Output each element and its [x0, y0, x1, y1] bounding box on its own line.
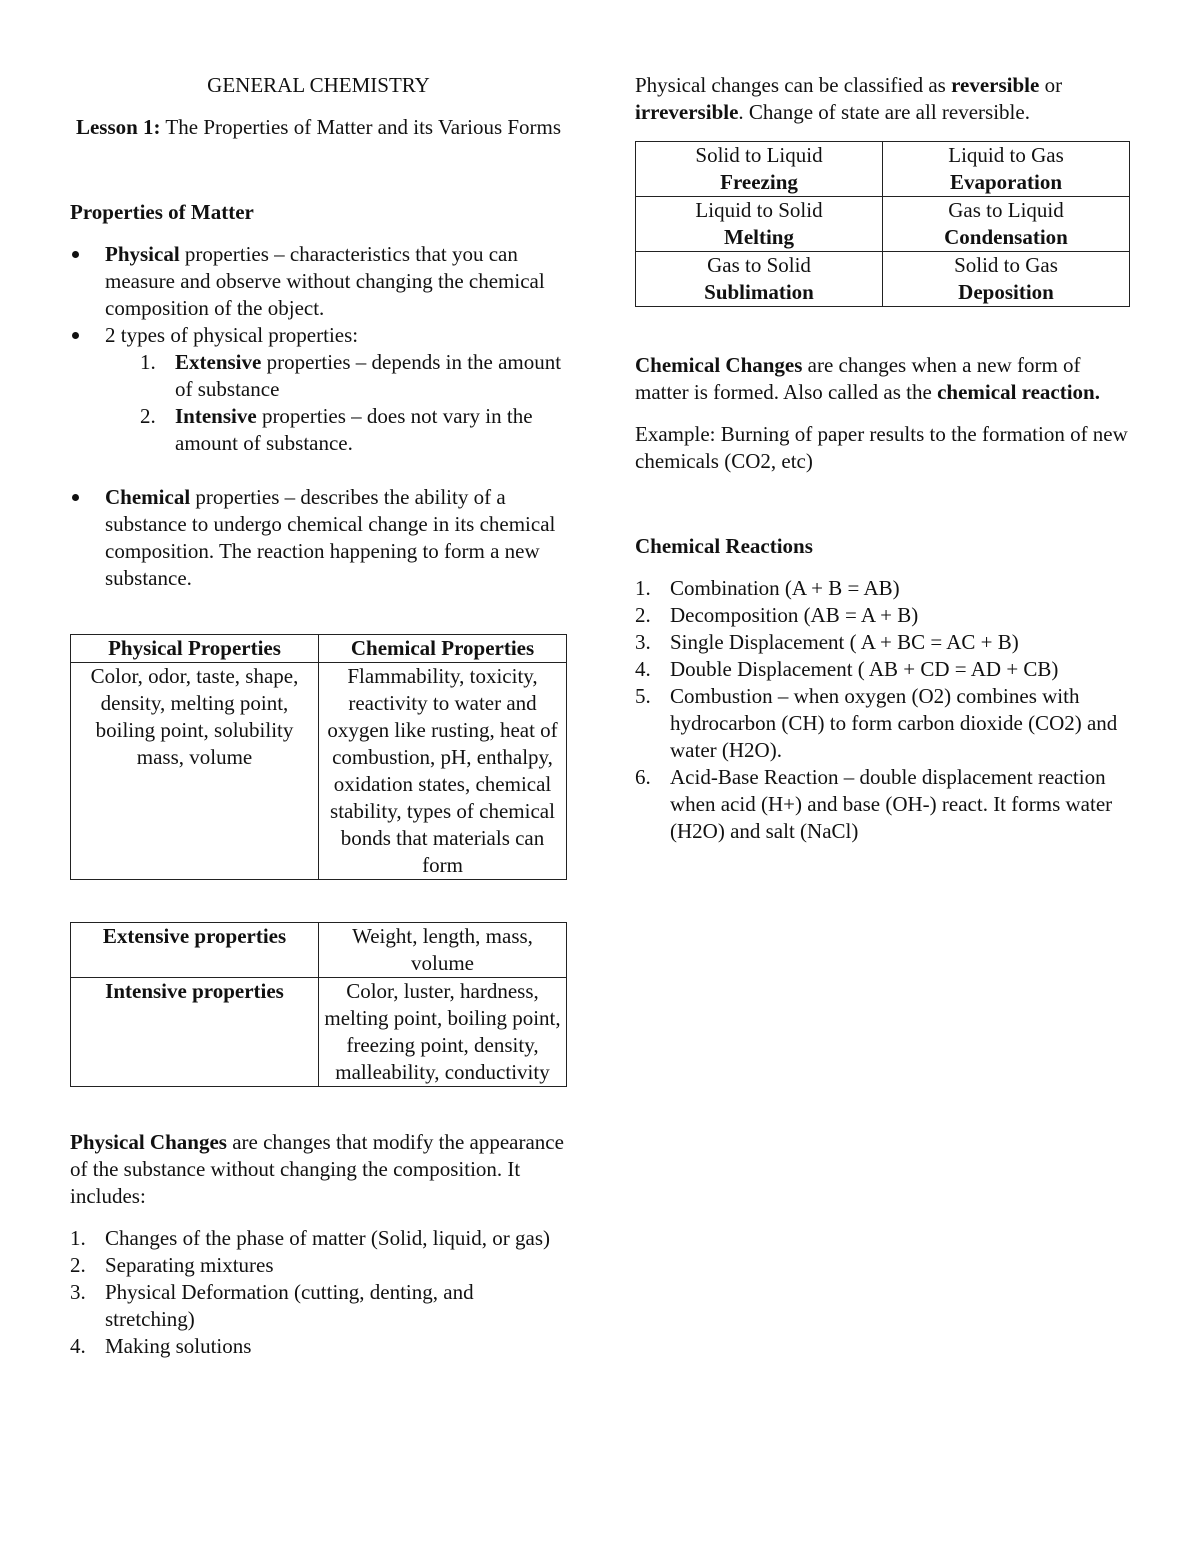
example-paragraph: Example: Burning of paper results to the formation of new chemicals (CO2, etc)	[635, 422, 1128, 473]
list-item	[635, 602, 1130, 629]
list-text: Physical Deformation (cutting, denting, and stretching)	[105, 1280, 474, 1331]
list-number: 2.	[635, 603, 651, 627]
intensive-label-cell: Intensive properties	[71, 978, 319, 1087]
list-item	[635, 683, 1130, 764]
list-item	[635, 656, 1130, 683]
table-row	[636, 197, 1130, 252]
extensive-label-cell: Extensive properties	[71, 923, 319, 978]
bullet-chemical	[70, 484, 567, 592]
physical-types-list	[70, 349, 567, 457]
chemical-reaction-bold: chemical reaction.	[937, 380, 1100, 404]
classification-mid: or	[1039, 73, 1063, 97]
right-column	[635, 72, 1130, 845]
table-header-chemical: Chemical Properties	[319, 635, 567, 663]
extensive-text: properties – depends in the amount of substance	[175, 350, 562, 401]
list-text: Changes of the phase of matter (Solid, liquid, or gas)	[105, 1226, 550, 1250]
extensive-bold: Extensive	[175, 350, 262, 374]
left-column	[70, 72, 567, 1360]
chemical-changes-text: are changes when a new form of matter is formed. Also called as the	[635, 353, 1081, 404]
document-title: GENERAL CHEMISTRY	[207, 73, 430, 97]
intensive-bold: Intensive	[175, 404, 257, 428]
state-name: Freezing	[720, 170, 798, 194]
reversible-bold: reversible	[951, 73, 1040, 97]
table-row	[636, 252, 1130, 307]
extensive-value-cell: Weight, length, mass, volume	[319, 923, 567, 978]
state-cell	[636, 252, 883, 307]
table-header-physical: Physical Properties	[71, 635, 319, 663]
list-item	[70, 1279, 567, 1333]
list-number: 1.	[635, 576, 651, 600]
list-item	[635, 629, 1130, 656]
physical-properties-cell: Color, odor, taste, shape, density, melting point, boiling point, solubility mass, volume	[71, 663, 319, 880]
list-number: 4.	[70, 1334, 86, 1358]
state-cell	[883, 252, 1130, 307]
list-number: 5.	[635, 684, 651, 708]
list-text: Combination (A + B = AB)	[670, 576, 900, 600]
state-from: Gas to Liquid	[948, 198, 1064, 222]
list-number: 2.	[70, 1253, 86, 1277]
state-cell	[883, 197, 1130, 252]
chemical-changes-bold: Chemical Changes	[635, 353, 803, 377]
list-text: Combustion – when oxygen (O2) combines with hydrocarbon (CH) to form carbon dioxide (CO2) and water (H2O).	[670, 684, 1118, 762]
chemical-bold: Chemical	[105, 485, 191, 509]
state-name: Condensation	[944, 225, 1068, 249]
state-from: Solid to Liquid	[695, 143, 823, 167]
state-name: Deposition	[958, 280, 1054, 304]
reactions-heading: Chemical Reactions	[635, 534, 813, 558]
state-name: Evaporation	[949, 170, 1062, 194]
irreversible-bold: irreversible	[635, 100, 739, 124]
list-number: 3.	[70, 1280, 86, 1304]
chemical-changes-paragraph	[635, 352, 1130, 406]
lesson-title	[70, 114, 567, 141]
list-text: Single Displacement ( A + BC = AC + B)	[670, 630, 1019, 654]
list-item	[140, 403, 567, 457]
state-name: Sublimation	[704, 280, 814, 304]
list-text: Acid-Base Reaction – double displacement reaction when acid (H+) and base (OH-) react. It forms water (H2O) and salt (NaCl)	[670, 765, 1113, 843]
list-text: Double Displacement ( AB + CD = AD + CB)	[670, 657, 1059, 681]
list-number: 3.	[635, 630, 651, 654]
chemical-bullet-list	[70, 484, 567, 592]
state-name: Melting	[724, 225, 794, 249]
chemical-properties-cell: Flammability, toxicity, reactivity to water and oxygen like rusting, heat of combustion, pH, enthalpy, oxidation states, chemical stability, types of chemical bonds that materials can form	[319, 663, 567, 880]
chemical-text: properties – describes the ability of a substance to undergo chemical change in its chemical composition. The reaction happening to form a new substance.	[105, 485, 556, 590]
list-item	[70, 1252, 567, 1279]
reactions-list	[635, 575, 1130, 845]
physical-changes-text: are changes that modify the appearance of the substance without changing the composition. It includes:	[70, 1130, 564, 1208]
physical-text: properties – characteristics that you can measure and observe without changing the chemical composition of the object.	[105, 242, 545, 320]
classification-paragraph	[635, 72, 1130, 126]
properties-list	[70, 241, 567, 349]
table-row	[71, 923, 567, 978]
physical-changes-list	[70, 1225, 567, 1360]
table-row	[636, 142, 1130, 197]
classification-pre: Physical changes can be classified as	[635, 73, 952, 97]
list-text: Decomposition (AB = A + B)	[670, 603, 919, 627]
state-from: Liquid to Solid	[695, 198, 823, 222]
list-item	[140, 349, 567, 403]
classification-post: . Change of state are all reversible.	[738, 100, 1030, 124]
list-number: 6.	[635, 765, 651, 789]
state-from: Solid to Gas	[954, 253, 1058, 277]
state-cell	[636, 197, 883, 252]
table-row	[71, 663, 567, 880]
types-text: 2 types of physical properties:	[105, 323, 359, 347]
list-text: Separating mixtures	[105, 1253, 274, 1277]
bullet-types	[70, 322, 567, 349]
list-item	[635, 575, 1130, 602]
intensive-value-cell: Color, luster, hardness, melting point, boiling point, freezing point, density, malleability, conductivity	[319, 978, 567, 1087]
list-text: Making solutions	[105, 1334, 252, 1358]
table-row	[71, 978, 567, 1087]
list-number: 1.	[140, 350, 156, 374]
list-number: 2.	[140, 404, 156, 428]
list-number: 1.	[70, 1226, 86, 1250]
intensive-text: properties – does not vary in the amount of substance.	[175, 404, 533, 455]
state-cell	[636, 142, 883, 197]
properties-table	[70, 634, 567, 880]
list-number: 4.	[635, 657, 651, 681]
list-item	[70, 1225, 567, 1252]
physical-changes-bold: Physical Changes	[70, 1130, 227, 1154]
list-item	[70, 1333, 567, 1360]
properties-heading: Properties of Matter	[70, 200, 254, 224]
state-change-table	[635, 141, 1130, 307]
state-from: Gas to Solid	[707, 253, 811, 277]
physical-bold: Physical	[105, 242, 180, 266]
lesson-text: The Properties of Matter and its Various Forms	[160, 115, 562, 139]
physical-changes-paragraph	[70, 1129, 567, 1210]
lesson-label: Lesson 1:	[75, 115, 161, 139]
list-item	[635, 764, 1130, 845]
state-cell	[883, 142, 1130, 197]
state-from: Liquid to Gas	[948, 143, 1064, 167]
table-row	[71, 635, 567, 663]
extensive-intensive-table	[70, 922, 567, 1087]
bullet-physical	[70, 241, 567, 322]
